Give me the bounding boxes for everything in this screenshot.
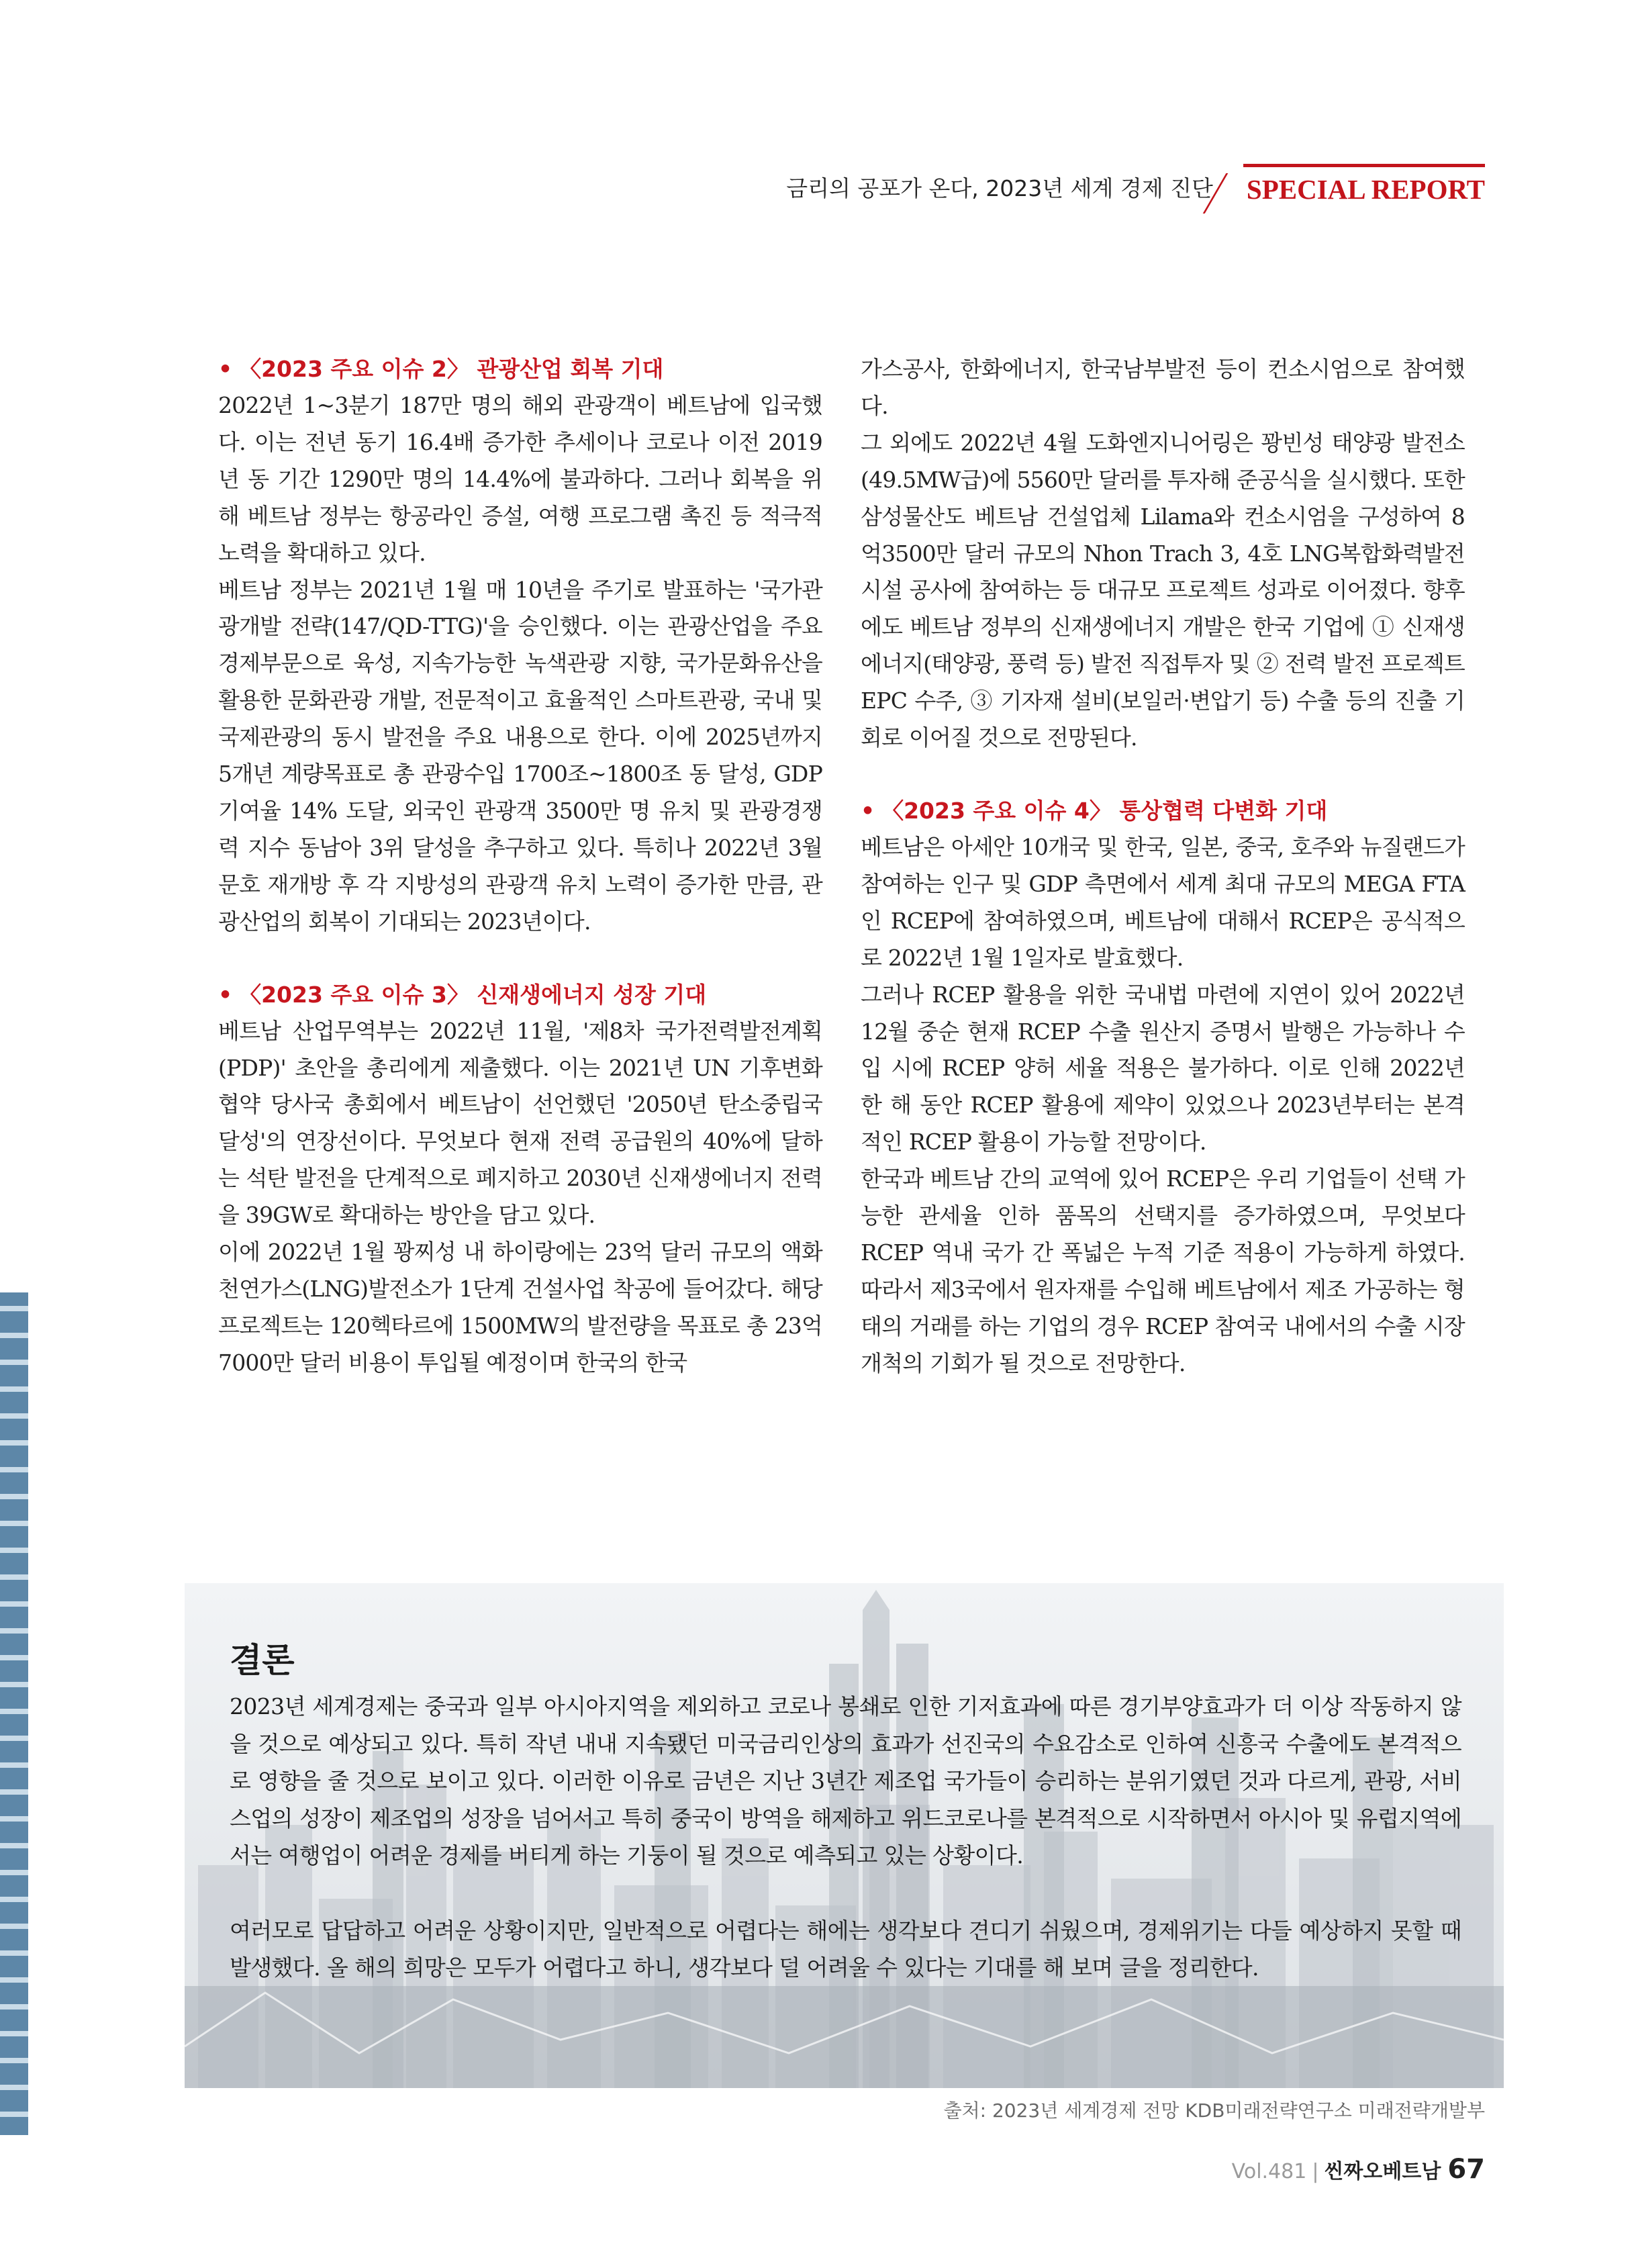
issue3-heading: • 〈2023 주요 이슈 3〉 신재생에너지 성장 기대 [218,981,707,1008]
conclusion-box [185,1583,1504,2088]
conclusion-paragraph-2: 여러모로 답답하고 어려운 상황이지만, 일반적으로 어렵다는 해에는 생각보다 견디기 쉬웠으며, 경제위기는 다들 예상하지 못할 때 발생했다. 올 해의 희망은 모두가 어렵다고 하니, 생각보다 덜 어려울 수 있다는 기대를 해 보며 글을 정리한다. [230,1917,1461,1981]
issue4-paragraph-3: 한국과 베트남 간의 교역에 있어 RCEP은 우리 기업들이 선택 가능한 관세율 인하 품목의 선택지를 증가하였으며, 무엇보다 RCEP 역내 국가 간 폭넓은 누적 기준 적용이 가능하게 하였다. 따라서 제3국에서 원자재를 수입해 베트남에서 제조 가공하는 형태의 거래를 하는 기업의 경우 RCEP 참여국 내에서의 수출 시장 개척의 기회가 될 것으로 전망한다. [861,1166,1465,1376]
continuation-paragraph-1: 가스공사, 한화에너지, 한국남부발전 등이 컨소시엄으로 참여했다. [861,356,1465,419]
page-header [786,160,1485,207]
left-column [218,351,822,1382]
side-decoration [0,1292,28,2135]
right-column [861,351,1465,1382]
page-footer [1232,2154,1485,2185]
conclusion-title: 결론 [230,1641,295,1680]
footer-separator: | [1312,2160,1319,2183]
source-citation: 출처: 2023년 세계경제 전망 KDB미래전략연구소 미래전략개발부 [943,2099,1485,2122]
bullet-icon: • [861,797,875,824]
conclusion-paragraph-1: 2023년 세계경제는 중국과 일부 아시아지역을 제외하고 코로나 봉쇄로 인한 기저효과에 따른 경기부양효과가 더 이상 작동하지 않을 것으로 예상되고 있다. 특히 작년 내내 지속됐던 미국금리인상의 효과가 선진국의 수요감소로 인하여 신흥국 수출에도 본격적으로 영향을 줄 것으로 보이고 있다. 이러한 이유로 금년은 지난 3년간 제조업 국가들이 승리하는 분위기였던 것과 다르게, 관광, 서비스업의 성장이 제조업의 성장을 넘어서고 특히 중국이 방역을 해제하고 위드코로나를 본격적으로 시작하면서 아시아 및 유럽지역에서는 여행업이 어려운 경제를 버티게 하는 기둥이 될 것으로 예측되고 있는 상황이다. [230,1693,1461,1869]
issue4-paragraph-2: 그러나 RCEP 활용을 위한 국내법 마련에 지연이 있어 2022년 12월 중순 현재 RCEP 수출 원산지 증명서 발행은 가능하나 수입 시에 RCEP 양허 세율 적용은 불가하다. 이로 인해 2022년 한 해 동안 RCEP 활용에 제약이 있었으나 2023년부터는 본격적인 RCEP 활용이 가능할 전망이다. [861,981,1465,1155]
issue2-heading: • 〈2023 주요 이슈 2〉 관광산업 회복 기대 [218,356,664,382]
issue2-paragraph-1: 2022년 1~3분기 187만 명의 해외 관광객이 베트남에 입국했다. 이는 전년 동기 16.4배 증가한 추세이나 코로나 이전 2019년 동 기간 1290만 명의 14.4%에 불과하다. 그러나 회복을 위해 베트남 정부는 항공라인 증설, 여행 프로그램 촉진 등 적극적 노력을 확대하고 있다. [218,392,822,566]
issue4-heading: • 〈2023 주요 이슈 4〉 통상협력 다변화 기대 [861,797,1328,824]
issue4-paragraph-1: 베트남은 아세안 10개국 및 한국, 일본, 중국, 호주와 뉴질랜드가 참여하는 인구 및 GDP 측면에서 세계 최대 규모의 MEGA FTA인 RCEP에 참여하였으며, 베트남에 대해서 RCEP은 공식적으로 2022년 1월 1일자로 발효했다. [861,833,1465,971]
issue3-paragraph-1: 베트남 산업무역부는 2022년 11월, '제8차 국가전력발전계획(PDP)' 초안을 총리에게 제출했다. 이는 2021년 UN 기후변화협약 당사국 총회에서 베트남이 선언했던 '2050년 탄소중립국 달성'의 연장선이다. 무엇보다 현재 전력 공급원의 40%에 달하는 석탄 발전을 단계적으로 폐지하고 2030년 신재생에너지 전력을 39GW로 확대하는 방안을 담고 있다. [218,1017,822,1229]
continuation-paragraph-2: 그 외에도 2022년 4월 도화엔지니어링은 꽝빈성 태양광 발전소(49.5MW급)에 5560만 달러를 투자해 준공식을 실시했다. 또한 삼성물산도 베트남 건설업체 Lilama와 컨소시엄을 구성하여 8억3500만 달러 규모의 Nhon Trach 3, 4호 LNG복합화력발전시설 공사에 참여하는 등 대규모 프로젝트 성과로 이어졌다. 향후에도 베트남 정부의 신재생에너지 개발은 한국 기업에 ① 신재생에너지(태양광, 풍력 등) 발전 직접투자 및 ② 전력 발전 프로젝트 EPC 수주, ③ 기자재 설비(보일러·변압기 등) 수출 등의 진출 기회로 이어질 것으로 전망된다. [861,429,1465,751]
bullet-icon: • [218,356,233,382]
issue3-paragraph-2: 이에 2022년 1월 꽝찌성 내 하이랑에는 23억 달러 규모의 액화천연가스(LNG)발전소가 1단계 건설사업 착공에 들어갔다. 해당 프로젝트는 120헥타르에 1500MW의 발전량을 목표로 총 23억7000만 달러 비용이 투입될 예정이며 한국의 한국 [218,1239,822,1376]
magazine-name: 씬짜오베트남 [1324,2160,1441,2183]
volume-label: Vol.481 [1231,2160,1307,2183]
header-brand: SPECIAL REPORT [1233,173,1485,207]
bullet-icon: • [218,981,233,1008]
header-title: 금리의 공포가 온다, 2023년 세계 경제 진단 [786,175,1213,201]
issue2-paragraph-2: 베트남 정부는 2021년 1월 매 10년을 주기로 발표하는 '국가관광개발 전략(147/QD-TTG)'을 승인했다. 이는 관광산업을 주요 경제부문으로 육성, 지속가능한 녹색관광 지향, 국가문화유산을 활용한 문화관광 개발, 전문적이고 효율적인 스마트관광, 국내 및 국제관광의 동시 발전을 주요 내용으로 한다. 이에 2025년까지 5개년 계량목표로 총 관광수입 1700조~1800조 동 달성, GDP 기여율 14% 도달, 외국인 관광객 3500만 명 유치 및 관광경쟁력 지수 동남아 3위 달성을 추구하고 있다. 특히나 2022년 3월 문호 재개방 후 각 지방성의 관광객 유치 노력이 증가한 만큼, 관광산업의 회복이 기대되는 2023년이다. [218,576,822,935]
conclusion-content [230,1637,1461,1987]
page-number: 67 [1447,2154,1485,2185]
